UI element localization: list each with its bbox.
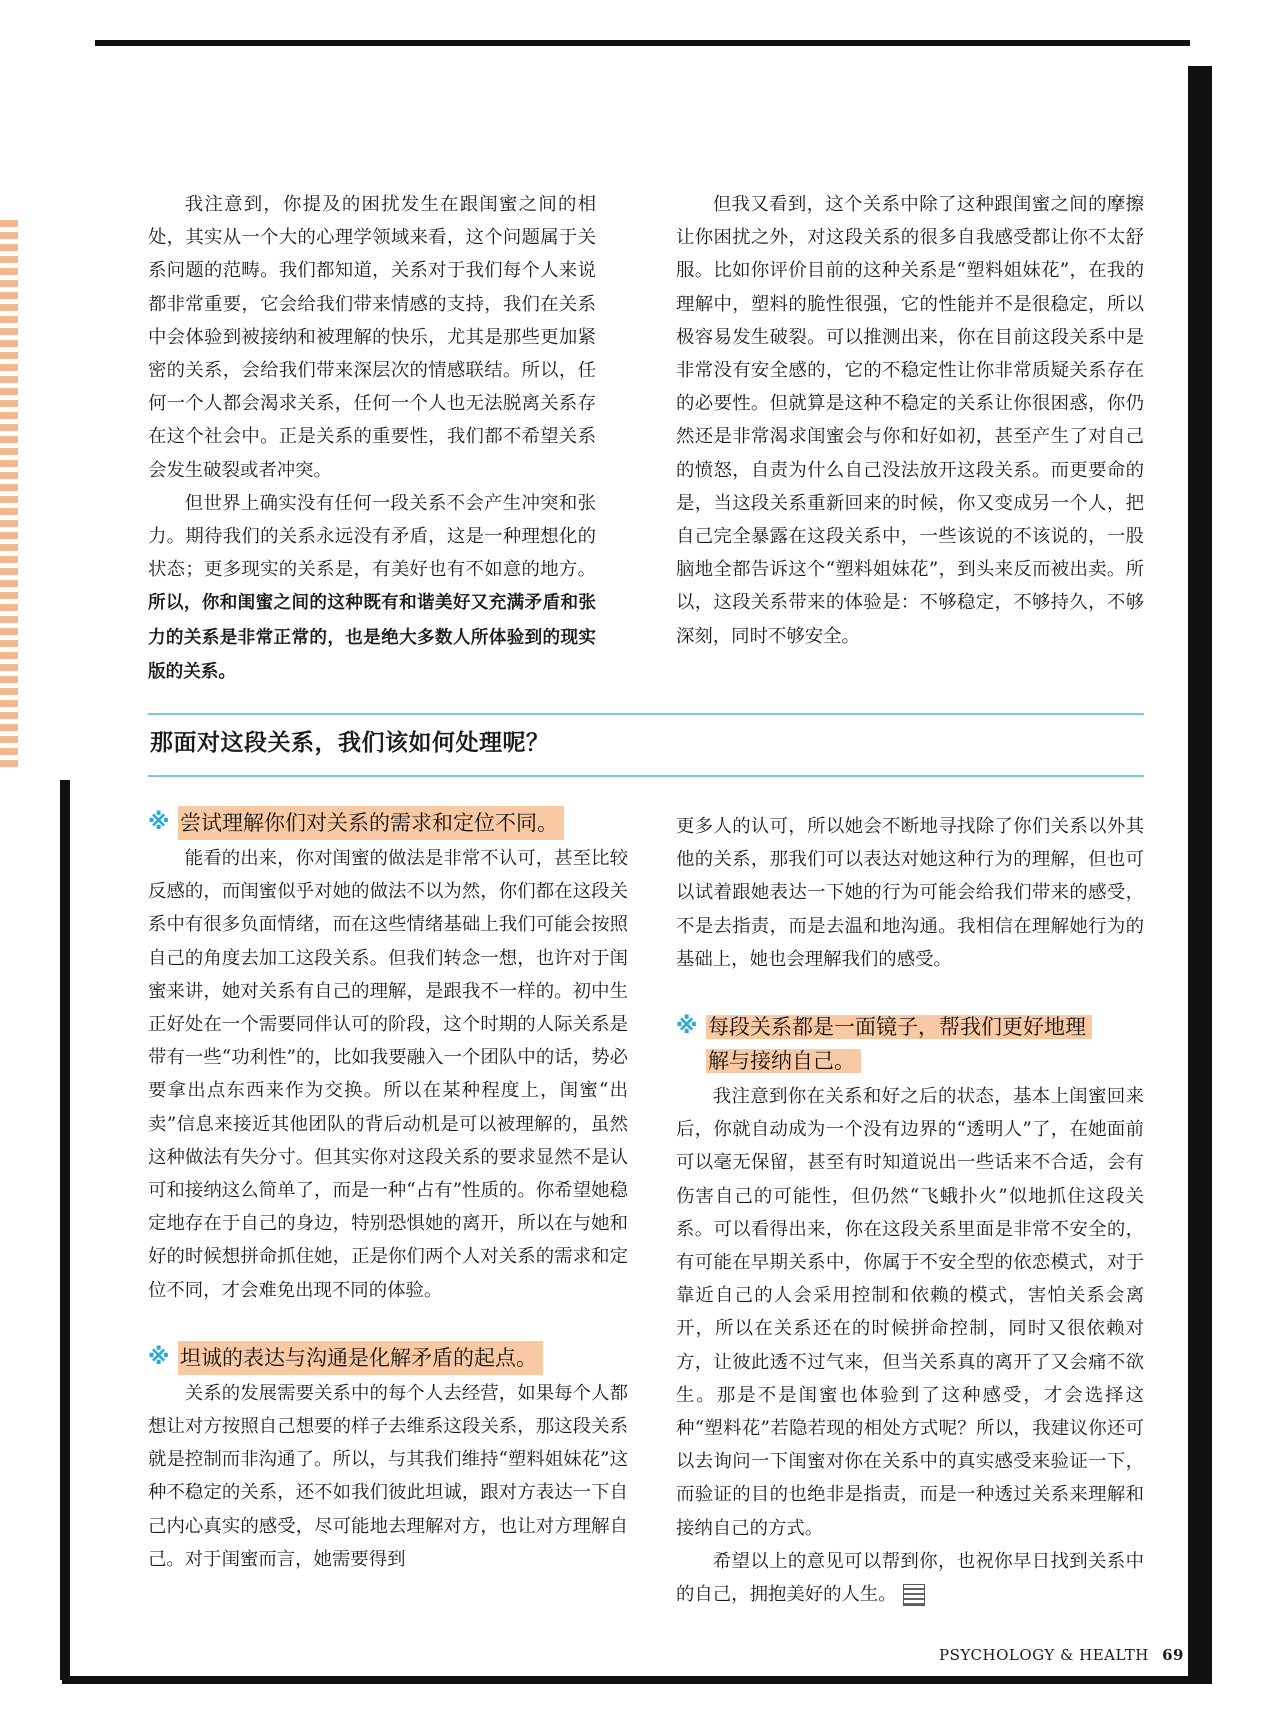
bottom-right-column bbox=[676, 810, 1144, 1611]
section-rule-bottom bbox=[148, 775, 1144, 777]
tip3-mark-icon: ※ bbox=[676, 1014, 698, 1040]
tip3-body: 我注意到你在关系和好之后的状态，基本上闺蜜回来后，你就自动成为一个没有边界的“透明人”了，在她面前可以毫无保留，甚至有时知道说出一些话来不合适，会有伤害自己的可能性，但仍然“飞蛾扑火”似地抓住这段关系。可以看得出来，你在这段关系里面是非常不安全的，有可能在早期关系中，你属于不安全型的依恋模式，对于靠近自己的人会采用控制和依赖的模式，害怕关系会离开，所以在关系还在的时候拼命控制，同时又很依赖对方，让彼此透不过气来，但当关系真的离开了又会痛不欲生。那是不是闺蜜也体验到了这种感受，才会选择这种“塑料花”若隐若现的相处方式呢？所以，我建议你还可以去询问一下闺蜜对你在关系中的真实感受来验证一下，而验证的目的也绝非是指责，而是一种透过关系来理解和接纳自己的方式。 bbox=[676, 1086, 1144, 1539]
tip2-body: 关系的发展需要关系中的每个人去经营，如果每个人都想让对方按照自己想要的样子去维系这段关系，那这段关系就是控制而非沟通了。所以，与其我们维持“塑料姐妹花”这种不稳定的关系，还不如我们彼此坦诚，跟对方表达一下自己内心真实的感受，尽可能地去理解对方，也让对方理解自己。对于闺蜜而言，她需要得到 bbox=[148, 1382, 628, 1570]
tip2-mark-icon: ※ bbox=[148, 1344, 170, 1370]
tip1-mark-icon: ※ bbox=[148, 810, 170, 835]
tip3-heading bbox=[676, 1010, 1144, 1078]
tip3-title-line1: 每段关系都是一面镜子，帮我们更好地理 bbox=[706, 1015, 1092, 1039]
intro-bold-conclusion: 所以，你和闺蜜之间的这种既有和谐美好又充满矛盾和张力的关系是非常正常的，也是绝大多数人所体验到的现实版的关系。 bbox=[148, 593, 596, 682]
tip1-heading bbox=[148, 806, 628, 840]
tip2-heading bbox=[148, 1341, 628, 1375]
intro-paragraph-2 bbox=[148, 487, 596, 689]
end-mark-icon bbox=[903, 1584, 925, 1606]
page-footer bbox=[939, 1646, 1184, 1664]
decorative-side-stripes bbox=[0, 220, 18, 772]
section-title: 那面对这段关系，我们该如何处理呢？ bbox=[150, 729, 550, 756]
bottom-left-column bbox=[148, 806, 628, 1576]
intro-right-column bbox=[676, 188, 1144, 653]
tip2-body-continued: 更多人的认可，所以她会不断地寻找除了你们关系以外其他的关系，那我们可以表达对她这种行为的理解，但也可以试着跟她表达一下她的行为可能会给我们带来的感受，不是去指责，而是去温和地沟通。我相信在理解她行为的基础上，她也会理解我们的感受。 bbox=[676, 816, 1144, 970]
intro-paragraph-1: 我注意到，你提及的困扰发生在跟闺蜜之间的相处，其实从一个大的心理学领域来看，这个问题属于关系问题的范畴。我们都知道，关系对于我们每个人来说都非常重要，它会给我们带来情感的支持，我们在关系中会体验到被接纳和被理解的快乐，尤其是那些更加紧密的关系，会给我们带来深层次的情感联结。所以，任何一个人都会渴求关系，任何一个人也无法脱离关系存在这个社会中。正是关系的重要性，我们都不希望关系会发生破裂或者冲突。 bbox=[148, 194, 596, 481]
page-border-bottom bbox=[62, 1676, 1212, 1684]
page-number: 69 bbox=[1162, 1646, 1184, 1664]
intro-paragraph-2-text: 但世界上确实没有任何一段关系不会产生冲突和张力。期待我们的关系永远没有矛盾，这是一种理想化的状态；更多现实的关系是，有美好也有不如意的地方。 bbox=[148, 492, 596, 581]
tip2-title: 坦诚的表达与沟通是化解矛盾的起点。 bbox=[178, 1341, 543, 1375]
tip3-title-line2: 解与接纳自己。 bbox=[706, 1049, 861, 1073]
page-border-left bbox=[60, 780, 70, 1680]
section-rule-top bbox=[148, 713, 1144, 715]
tip1-title: 尝试理解你们对关系的需求和定位不同。 bbox=[178, 806, 564, 840]
page-border-right bbox=[1188, 66, 1212, 1676]
intro-right-paragraph: 但我又看到，这个关系中除了这种跟闺蜜之间的摩擦让你困扰之外，对这段关系的很多自我感受都让你不太舒服。比如你评价目前的这种关系是“塑料姐妹花”，在我的理解中，塑料的脆性很强，它的性能并不是很稳定，所以极容易发生破裂。可以推测出来，你在目前这段关系中是非常没有安全感的，它的不稳定性让你非常质疑关系存在的必要性。但就算是这种不稳定的关系让你很困惑，你仍然还是非常渴求闺蜜会与你和好如初，甚至产生了对自己的愤怒，自责为什么自己没法放开这段关系。而更要命的是，当这段关系重新回来的时候，你又变成另一个人，把自己完全暴露在这段关系中，一些该说的不该说的，一股脑地全都告诉这个“塑料姐妹花”，到头来反而被出卖。所以，这段关系带来的体验是：不够稳定，不够持久，不够深刻，同时不够安全。 bbox=[676, 194, 1144, 647]
tip1-body: 能看的出来，你对闺蜜的做法是非常不认可，甚至比较反感的，而闺蜜似乎对她的做法不以为然，你们都在这段关系中有很多负面情绪，而在这些情绪基础上我们可能会按照自己的角度去加工这段关系。但我们转念一想，也许对于闺蜜来讲，她对关系有自己的理解，是跟我不一样的。初中生正好处在一个需要同伴认可的阶段，这个时期的人际关系是带有一些“功利性”的，比如我要融入一个团队中的话，势必要拿出点东西来作为交换。所以在某种程度上，闺蜜“出卖”信息来接近其他团队的背后动机是可以被理解的，虽然这种做法有失分寸。但其实你对这段关系的要求显然不是认可和接纳这么简单了，而是一种“占有”性质的。你希望她稳定地存在于自己的身边，特别恐惧她的离开，所以在与她和好的时候想拼命抓住她，正是你们两个人对关系的需求和定位不同，才会难免出现不同的体验。 bbox=[148, 848, 628, 1301]
intro-left-column bbox=[148, 188, 596, 689]
closing-text: 希望以上的意见可以帮到你，也祝你早日找到关系中的自己，拥抱美好的人生。 bbox=[676, 1550, 1144, 1606]
tip3-title bbox=[706, 1010, 1092, 1078]
magazine-name: PSYCHOLOGY & HEALTH bbox=[939, 1646, 1149, 1664]
closing-paragraph bbox=[676, 1545, 1144, 1611]
